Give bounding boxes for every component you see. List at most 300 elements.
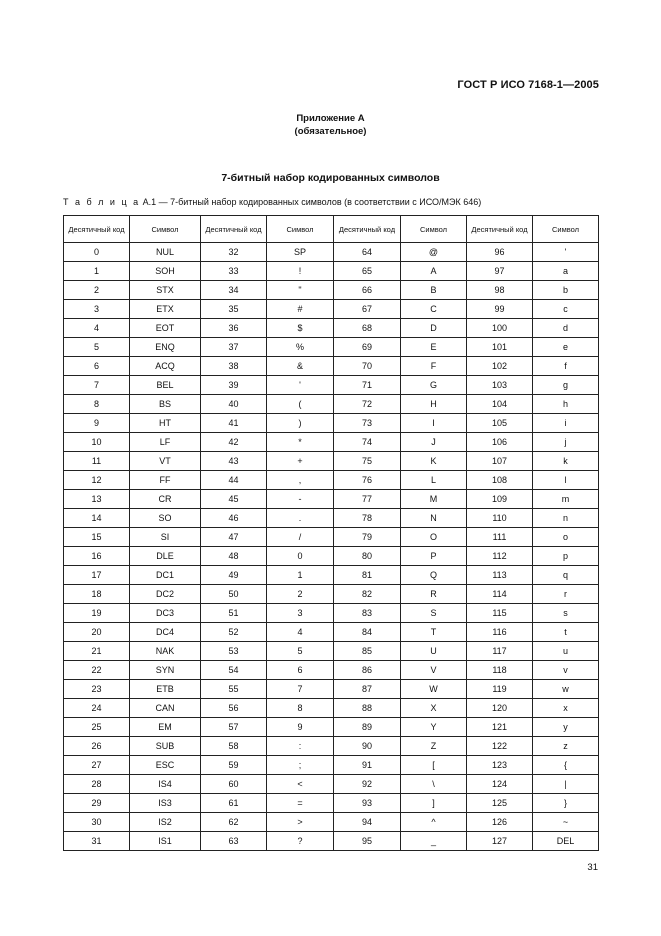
decimal-code-cell: 93	[334, 794, 401, 813]
symbol-cell: _	[401, 832, 467, 851]
decimal-code-cell: 2	[64, 281, 130, 300]
symbol-cell: NAK	[130, 642, 201, 661]
symbol-cell: IS1	[130, 832, 201, 851]
symbol-cell: B	[401, 281, 467, 300]
table-row	[64, 680, 599, 699]
symbol-cell: LF	[130, 433, 201, 452]
symbol-cell: BEL	[130, 376, 201, 395]
symbol-cell: :	[267, 737, 334, 756]
symbol-cell: j	[533, 433, 599, 452]
symbol-cell: .	[267, 509, 334, 528]
symbol-cell: DC1	[130, 566, 201, 585]
decimal-code-cell: 92	[334, 775, 401, 794]
symbol-cell: $	[267, 319, 334, 338]
page-number: 31	[587, 862, 598, 873]
symbol-cell: e	[533, 338, 599, 357]
symbol-cell: d	[533, 319, 599, 338]
symbol-cell: "	[267, 281, 334, 300]
decimal-code-cell: 88	[334, 699, 401, 718]
symbol-cell: SP	[267, 243, 334, 262]
decimal-code-cell: 114	[467, 585, 533, 604]
symbol-cell: ESC	[130, 756, 201, 775]
decimal-code-cell: 62	[201, 813, 267, 832]
table-row	[64, 395, 599, 414]
symbol-cell: EOT	[130, 319, 201, 338]
decimal-code-cell: 4	[64, 319, 130, 338]
symbol-cell: 9	[267, 718, 334, 737]
table-body	[64, 243, 599, 851]
decimal-code-cell: 124	[467, 775, 533, 794]
symbol-cell: ~	[533, 813, 599, 832]
decimal-code-cell: 24	[64, 699, 130, 718]
table-row	[64, 509, 599, 528]
decimal-code-cell: 50	[201, 585, 267, 604]
symbol-cell: R	[401, 585, 467, 604]
symbol-cell: SUB	[130, 737, 201, 756]
decimal-code-cell: 117	[467, 642, 533, 661]
symbol-cell: b	[533, 281, 599, 300]
symbol-cell: ;	[267, 756, 334, 775]
decimal-code-cell: 78	[334, 509, 401, 528]
table-row	[64, 528, 599, 547]
decimal-code-cell: 18	[64, 585, 130, 604]
symbol-cell: '	[533, 243, 599, 262]
decimal-code-cell: 87	[334, 680, 401, 699]
decimal-code-cell: 69	[334, 338, 401, 357]
decimal-code-cell: 116	[467, 623, 533, 642]
symbol-cell: N	[401, 509, 467, 528]
decimal-code-cell: 36	[201, 319, 267, 338]
symbol-cell: STX	[130, 281, 201, 300]
symbol-cell: G	[401, 376, 467, 395]
decimal-code-cell: 35	[201, 300, 267, 319]
decimal-code-cell: 37	[201, 338, 267, 357]
decimal-code-cell: 95	[334, 832, 401, 851]
decimal-code-cell: 55	[201, 680, 267, 699]
symbol-cell: <	[267, 775, 334, 794]
decimal-code-cell: 89	[334, 718, 401, 737]
decimal-code-cell: 52	[201, 623, 267, 642]
decimal-code-cell: 72	[334, 395, 401, 414]
decimal-code-cell: 110	[467, 509, 533, 528]
symbol-cell: +	[267, 452, 334, 471]
decimal-code-cell: 125	[467, 794, 533, 813]
decimal-code-cell: 6	[64, 357, 130, 376]
character-code-table	[63, 215, 599, 851]
table-row	[64, 775, 599, 794]
symbol-cell: 7	[267, 680, 334, 699]
decimal-code-cell: 40	[201, 395, 267, 414]
symbol-cell: }	[533, 794, 599, 813]
symbol-cell: '	[267, 376, 334, 395]
decimal-code-cell: 115	[467, 604, 533, 623]
decimal-code-cell: 31	[64, 832, 130, 851]
table-row	[64, 832, 599, 851]
decimal-code-cell: 100	[467, 319, 533, 338]
symbol-cell: C	[401, 300, 467, 319]
decimal-code-cell: 15	[64, 528, 130, 547]
decimal-code-cell: 77	[334, 490, 401, 509]
symbol-cell: U	[401, 642, 467, 661]
decimal-code-cell: 122	[467, 737, 533, 756]
symbol-cell: O	[401, 528, 467, 547]
symbol-cell: h	[533, 395, 599, 414]
decimal-code-cell: 51	[201, 604, 267, 623]
decimal-code-cell: 82	[334, 585, 401, 604]
symbol-cell: 1	[267, 566, 334, 585]
decimal-code-cell: 58	[201, 737, 267, 756]
decimal-code-cell: 26	[64, 737, 130, 756]
symbol-cell: K	[401, 452, 467, 471]
decimal-code-cell: 23	[64, 680, 130, 699]
column-header: Десятичный код	[334, 216, 401, 243]
decimal-code-cell: 71	[334, 376, 401, 395]
symbol-cell: VT	[130, 452, 201, 471]
decimal-code-cell: 123	[467, 756, 533, 775]
symbol-cell: X	[401, 699, 467, 718]
decimal-code-cell: 11	[64, 452, 130, 471]
decimal-code-cell: 47	[201, 528, 267, 547]
table-row	[64, 699, 599, 718]
appendix-heading	[0, 112, 661, 138]
decimal-code-cell: 86	[334, 661, 401, 680]
decimal-code-cell: 21	[64, 642, 130, 661]
symbol-cell: DC4	[130, 623, 201, 642]
symbol-cell: FF	[130, 471, 201, 490]
column-header: Символ	[267, 216, 334, 243]
table-row	[64, 566, 599, 585]
table-row	[64, 414, 599, 433]
symbol-cell: IS4	[130, 775, 201, 794]
decimal-code-cell: 73	[334, 414, 401, 433]
decimal-code-cell: 16	[64, 547, 130, 566]
symbol-cell: M	[401, 490, 467, 509]
table-row	[64, 661, 599, 680]
symbol-cell: z	[533, 737, 599, 756]
decimal-code-cell: 28	[64, 775, 130, 794]
table-row	[64, 471, 599, 490]
symbol-cell: F	[401, 357, 467, 376]
table-caption-prefix: Т а б л и ц а	[63, 197, 141, 207]
symbol-cell: /	[267, 528, 334, 547]
decimal-code-cell: 75	[334, 452, 401, 471]
decimal-code-cell: 5	[64, 338, 130, 357]
symbol-cell: T	[401, 623, 467, 642]
symbol-cell: SYN	[130, 661, 201, 680]
symbol-cell: W	[401, 680, 467, 699]
symbol-cell: [	[401, 756, 467, 775]
symbol-cell: HT	[130, 414, 201, 433]
decimal-code-cell: 0	[64, 243, 130, 262]
decimal-code-cell: 94	[334, 813, 401, 832]
symbol-cell: |	[533, 775, 599, 794]
symbol-cell: ^	[401, 813, 467, 832]
decimal-code-cell: 118	[467, 661, 533, 680]
decimal-code-cell: 90	[334, 737, 401, 756]
symbol-cell: SO	[130, 509, 201, 528]
decimal-code-cell: 108	[467, 471, 533, 490]
symbol-cell: L	[401, 471, 467, 490]
decimal-code-cell: 38	[201, 357, 267, 376]
table-row	[64, 262, 599, 281]
symbol-cell: ENQ	[130, 338, 201, 357]
symbol-cell: H	[401, 395, 467, 414]
table-row	[64, 338, 599, 357]
decimal-code-cell: 99	[467, 300, 533, 319]
symbol-cell: J	[401, 433, 467, 452]
decimal-code-cell: 49	[201, 566, 267, 585]
symbol-cell: u	[533, 642, 599, 661]
symbol-cell: \	[401, 775, 467, 794]
symbol-cell: *	[267, 433, 334, 452]
decimal-code-cell: 68	[334, 319, 401, 338]
column-header: Десятичный код	[467, 216, 533, 243]
symbol-cell: D	[401, 319, 467, 338]
table-header-row	[64, 216, 599, 243]
decimal-code-cell: 105	[467, 414, 533, 433]
table-row	[64, 642, 599, 661]
symbol-cell: -	[267, 490, 334, 509]
decimal-code-cell: 107	[467, 452, 533, 471]
column-header: Символ	[401, 216, 467, 243]
symbol-cell: Q	[401, 566, 467, 585]
table-row	[64, 300, 599, 319]
symbol-cell: !	[267, 262, 334, 281]
decimal-code-cell: 109	[467, 490, 533, 509]
symbol-cell: DEL	[533, 832, 599, 851]
symbol-cell: r	[533, 585, 599, 604]
symbol-cell: BS	[130, 395, 201, 414]
decimal-code-cell: 57	[201, 718, 267, 737]
symbol-cell: >	[267, 813, 334, 832]
section-title: 7-битный набор кодированных символов	[221, 172, 440, 184]
decimal-code-cell: 101	[467, 338, 533, 357]
decimal-code-cell: 97	[467, 262, 533, 281]
symbol-cell: 5	[267, 642, 334, 661]
table-caption	[63, 197, 481, 207]
decimal-code-cell: 22	[64, 661, 130, 680]
symbol-cell: (	[267, 395, 334, 414]
decimal-code-cell: 56	[201, 699, 267, 718]
symbol-cell: 3	[267, 604, 334, 623]
table-row	[64, 604, 599, 623]
decimal-code-cell: 79	[334, 528, 401, 547]
symbol-cell: P	[401, 547, 467, 566]
decimal-code-cell: 65	[334, 262, 401, 281]
decimal-code-cell: 19	[64, 604, 130, 623]
decimal-code-cell: 53	[201, 642, 267, 661]
symbol-cell: f	[533, 357, 599, 376]
symbol-cell: CAN	[130, 699, 201, 718]
symbol-cell: )	[267, 414, 334, 433]
table-row	[64, 319, 599, 338]
symbol-cell: i	[533, 414, 599, 433]
decimal-code-cell: 54	[201, 661, 267, 680]
symbol-cell: ]	[401, 794, 467, 813]
decimal-code-cell: 84	[334, 623, 401, 642]
symbol-cell: x	[533, 699, 599, 718]
symbol-cell: t	[533, 623, 599, 642]
decimal-code-cell: 59	[201, 756, 267, 775]
decimal-code-cell: 12	[64, 471, 130, 490]
decimal-code-cell: 63	[201, 832, 267, 851]
symbol-cell: w	[533, 680, 599, 699]
symbol-cell: ACQ	[130, 357, 201, 376]
table-caption-text: А.1 — 7-битный набор кодированных символов (в соответствии с ИСО/МЭК 646)	[140, 197, 482, 207]
symbol-cell: %	[267, 338, 334, 357]
decimal-code-cell: 42	[201, 433, 267, 452]
decimal-code-cell: 126	[467, 813, 533, 832]
decimal-code-cell: 70	[334, 357, 401, 376]
table-row	[64, 585, 599, 604]
symbol-cell: IS3	[130, 794, 201, 813]
symbol-cell: k	[533, 452, 599, 471]
decimal-code-cell: 17	[64, 566, 130, 585]
table-row	[64, 737, 599, 756]
decimal-code-cell: 81	[334, 566, 401, 585]
symbol-cell: s	[533, 604, 599, 623]
symbol-cell: SOH	[130, 262, 201, 281]
decimal-code-cell: 34	[201, 281, 267, 300]
table-row	[64, 281, 599, 300]
decimal-code-cell: 10	[64, 433, 130, 452]
decimal-code-cell: 103	[467, 376, 533, 395]
decimal-code-cell: 98	[467, 281, 533, 300]
decimal-code-cell: 66	[334, 281, 401, 300]
symbol-cell: a	[533, 262, 599, 281]
decimal-code-cell: 113	[467, 566, 533, 585]
symbol-cell: 2	[267, 585, 334, 604]
symbol-cell: I	[401, 414, 467, 433]
decimal-code-cell: 104	[467, 395, 533, 414]
symbol-cell: NUL	[130, 243, 201, 262]
symbol-cell: v	[533, 661, 599, 680]
table-row	[64, 490, 599, 509]
decimal-code-cell: 80	[334, 547, 401, 566]
decimal-code-cell: 39	[201, 376, 267, 395]
table-row	[64, 718, 599, 737]
symbol-cell: g	[533, 376, 599, 395]
decimal-code-cell: 61	[201, 794, 267, 813]
symbol-cell: ?	[267, 832, 334, 851]
column-header: Символ	[130, 216, 201, 243]
symbol-cell: ETB	[130, 680, 201, 699]
symbol-cell: ,	[267, 471, 334, 490]
symbol-cell: p	[533, 547, 599, 566]
decimal-code-cell: 9	[64, 414, 130, 433]
decimal-code-cell: 120	[467, 699, 533, 718]
symbol-cell: DC3	[130, 604, 201, 623]
symbol-cell: o	[533, 528, 599, 547]
symbol-cell: S	[401, 604, 467, 623]
decimal-code-cell: 127	[467, 832, 533, 851]
decimal-code-cell: 29	[64, 794, 130, 813]
decimal-code-cell: 30	[64, 813, 130, 832]
symbol-cell: CR	[130, 490, 201, 509]
symbol-cell: DLE	[130, 547, 201, 566]
symbol-cell: 6	[267, 661, 334, 680]
column-header: Десятичный код	[64, 216, 130, 243]
decimal-code-cell: 102	[467, 357, 533, 376]
decimal-code-cell: 1	[64, 262, 130, 281]
symbol-cell: 8	[267, 699, 334, 718]
decimal-code-cell: 48	[201, 547, 267, 566]
decimal-code-cell: 25	[64, 718, 130, 737]
symbol-cell: q	[533, 566, 599, 585]
symbol-cell: m	[533, 490, 599, 509]
decimal-code-cell: 3	[64, 300, 130, 319]
decimal-code-cell: 74	[334, 433, 401, 452]
decimal-code-cell: 85	[334, 642, 401, 661]
symbol-cell: 0	[267, 547, 334, 566]
symbol-cell: V	[401, 661, 467, 680]
decimal-code-cell: 33	[201, 262, 267, 281]
symbol-cell: y	[533, 718, 599, 737]
decimal-code-cell: 64	[334, 243, 401, 262]
table-row	[64, 376, 599, 395]
symbol-cell: DC2	[130, 585, 201, 604]
decimal-code-cell: 27	[64, 756, 130, 775]
decimal-code-cell: 8	[64, 395, 130, 414]
symbol-cell: Z	[401, 737, 467, 756]
symbol-cell: 4	[267, 623, 334, 642]
symbol-cell: n	[533, 509, 599, 528]
decimal-code-cell: 119	[467, 680, 533, 699]
decimal-code-cell: 106	[467, 433, 533, 452]
table-row	[64, 623, 599, 642]
decimal-code-cell: 76	[334, 471, 401, 490]
appendix-status: (обязательное)	[294, 126, 367, 137]
decimal-code-cell: 83	[334, 604, 401, 623]
symbol-cell: =	[267, 794, 334, 813]
symbol-cell: IS2	[130, 813, 201, 832]
decimal-code-cell: 67	[334, 300, 401, 319]
document-id: ГОСТ Р ИСО 7168-1—2005	[457, 79, 599, 91]
decimal-code-cell: 44	[201, 471, 267, 490]
symbol-cell: ETX	[130, 300, 201, 319]
decimal-code-cell: 121	[467, 718, 533, 737]
table-row	[64, 756, 599, 775]
decimal-code-cell: 112	[467, 547, 533, 566]
symbol-cell: @	[401, 243, 467, 262]
decimal-code-cell: 13	[64, 490, 130, 509]
decimal-code-cell: 111	[467, 528, 533, 547]
decimal-code-cell: 91	[334, 756, 401, 775]
symbol-cell: EM	[130, 718, 201, 737]
table-row	[64, 357, 599, 376]
symbol-cell: l	[533, 471, 599, 490]
decimal-code-cell: 45	[201, 490, 267, 509]
appendix-title: Приложение А	[296, 113, 365, 124]
decimal-code-cell: 46	[201, 509, 267, 528]
decimal-code-cell: 43	[201, 452, 267, 471]
table-row	[64, 433, 599, 452]
symbol-cell: A	[401, 262, 467, 281]
symbol-cell: c	[533, 300, 599, 319]
symbol-cell: Y	[401, 718, 467, 737]
symbol-cell: E	[401, 338, 467, 357]
table-row	[64, 547, 599, 566]
table-row	[64, 243, 599, 262]
table-row	[64, 794, 599, 813]
symbol-cell: SI	[130, 528, 201, 547]
column-header: Символ	[533, 216, 599, 243]
table-row	[64, 813, 599, 832]
table-row	[64, 452, 599, 471]
decimal-code-cell: 20	[64, 623, 130, 642]
decimal-code-cell: 60	[201, 775, 267, 794]
decimal-code-cell: 32	[201, 243, 267, 262]
